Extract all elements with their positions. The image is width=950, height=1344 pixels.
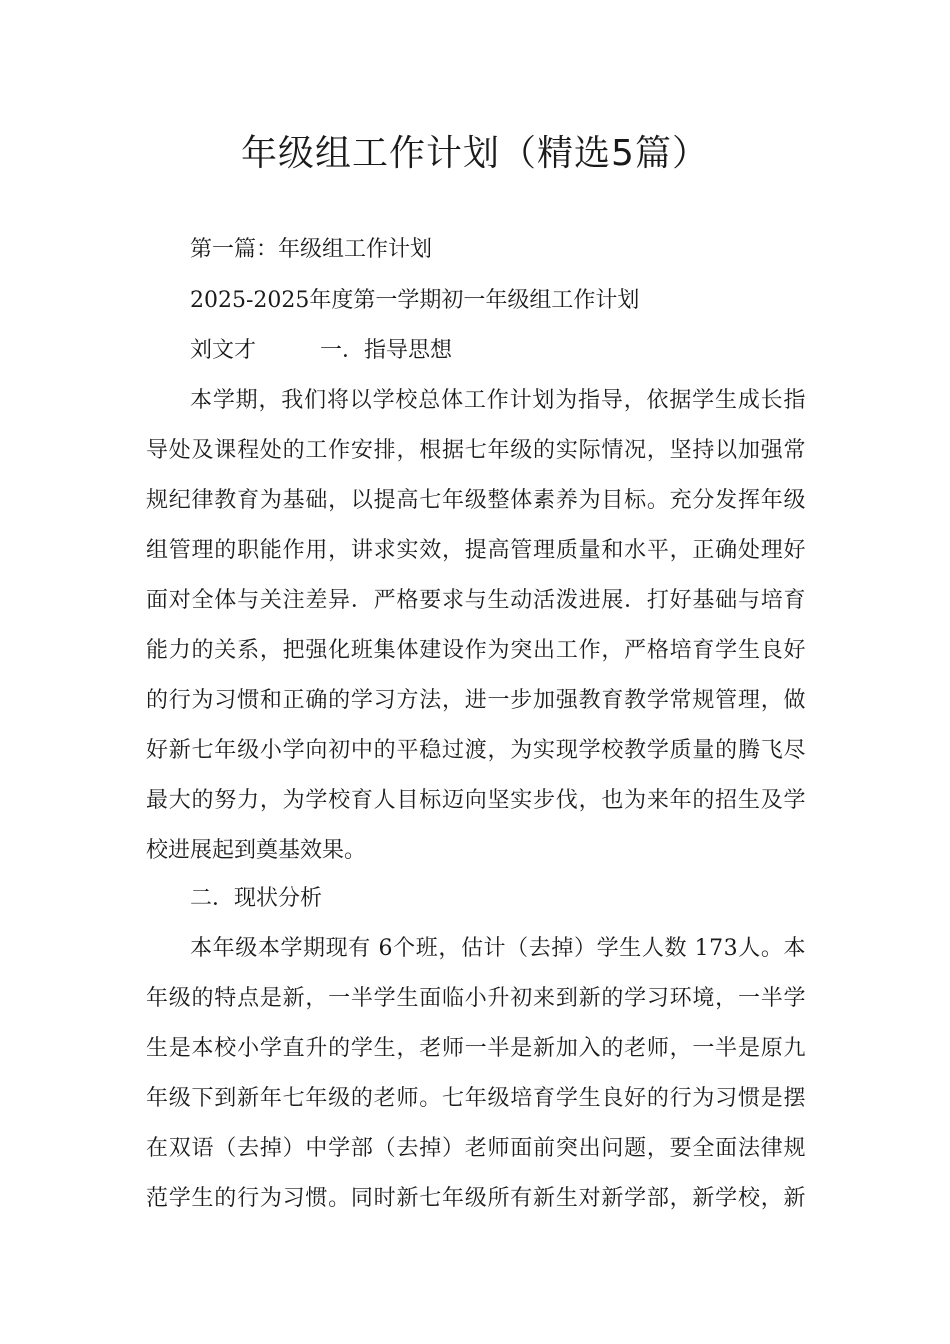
section-heading-status-analysis: 二．现状分析: [190, 886, 323, 911]
paragraph-line: 导处及课程处的工作安排，根据七年级的实际情况，坚持以加强常: [146, 438, 806, 463]
paragraph-line: 年级的特点是新，一半学生面临小升初来到新的学习环境，一半学: [146, 986, 806, 1011]
author-line: [190, 336, 806, 366]
paragraph-line: 规纪律教育为基础，以提高七年级整体素养为目标。充分发挥年级: [146, 488, 806, 513]
chapter-heading: 第一篇：年级组工作计划: [190, 237, 433, 262]
paragraph-line: 生是本校小学直升的学生，老师一半是新加入的老师，一半是原九: [146, 1036, 806, 1061]
paragraph-line: 好新七年级小学向初中的平稳过渡，为实现学校教学质量的腾飞尽: [146, 738, 806, 763]
section-heading-guiding-ideology: 一．指导思想: [320, 338, 453, 363]
author-name: 刘文才: [190, 338, 257, 363]
paragraph-line: 组管理的职能作用，讲求实效，提高管理质量和水平，正确处理好: [146, 538, 806, 563]
paragraph-line: 范学生的行为习惯。同时新七年级所有新生对新学部，新学校，新: [146, 1186, 806, 1211]
paragraph-line: 校进展起到奠基效果。: [146, 838, 367, 863]
paragraph-line: 本年级本学期现有 6个班，估计（去掉）学生人数 173人。本: [190, 936, 806, 961]
paragraph-line: 的行为习惯和正确的学习方法，进一步加强教育教学常规管理，做: [146, 688, 806, 713]
paragraph-line: 面对全体与关注差异．严格要求与生动活泼进展．打好基础与培育: [146, 588, 806, 613]
paragraph-line: 最大的努力，为学校育人目标迈向坚实步伐，也为来年的招生及学: [146, 788, 806, 813]
paragraph-line: 年级下到新年七年级的老师。七年级培育学生良好的行为习惯是摆: [146, 1086, 806, 1111]
paragraph-line: 能力的关系，把强化班集体建设作为突出工作，严格培育学生良好: [146, 638, 806, 663]
paragraph-line: 在双语（去掉）中学部（去掉）老师面前突出问题，要全面法律规: [146, 1136, 806, 1161]
plan-title: 2025-2025年度第一学期初一年级组工作计划: [190, 288, 640, 313]
document-title: 年级组工作计划（精选5篇）: [241, 133, 709, 174]
paragraph-line: 本学期，我们将以学校总体工作计划为指导，依据学生成长指: [190, 388, 806, 413]
